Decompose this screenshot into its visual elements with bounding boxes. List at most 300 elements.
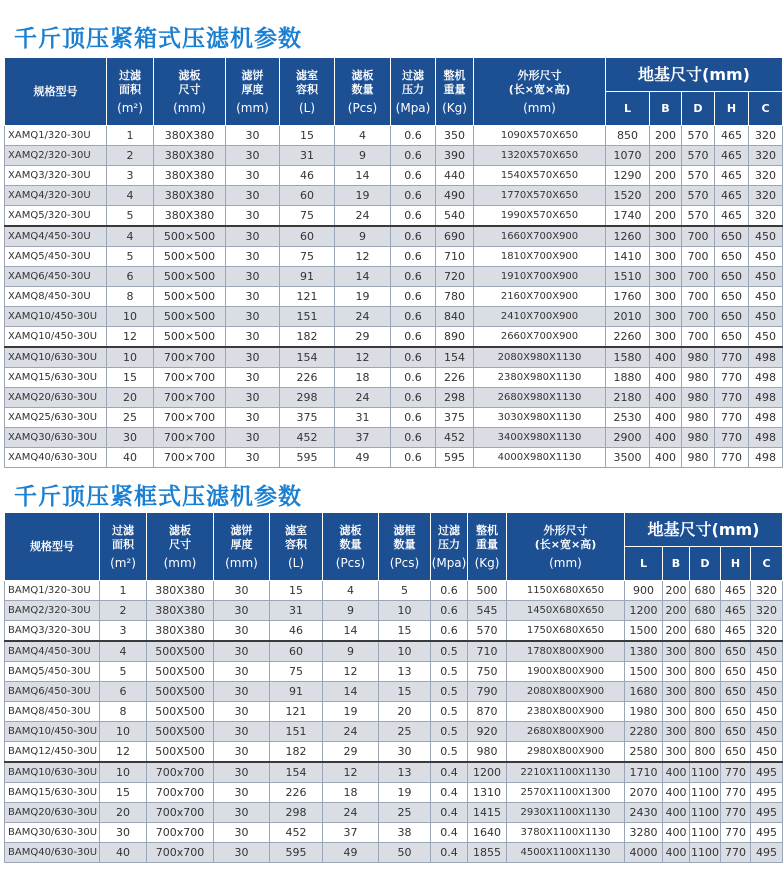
weight-cell: 980 — [468, 742, 507, 763]
cake-thickness-cell: 30 — [226, 206, 280, 227]
pressure-cell: 0.5 — [431, 702, 468, 722]
pressure-cell: 0.5 — [431, 682, 468, 702]
model-cell: BAMQ1/320-30U — [5, 581, 100, 601]
pressure-cell: 0.6 — [391, 287, 436, 307]
cake-thickness-cell: 30 — [214, 621, 270, 642]
plate-size-cell: 700×700 — [154, 388, 226, 408]
pressure-cell: 0.6 — [391, 408, 436, 428]
header-foundation-c: C — [751, 547, 783, 581]
cake-thickness-cell: 30 — [226, 247, 280, 267]
pressure-cell: 0.4 — [431, 803, 468, 823]
model-cell: XAMQ5/320-30U — [5, 206, 107, 227]
foundation-l-cell: 900 — [625, 581, 663, 601]
area-cell: 10 — [107, 307, 154, 327]
foundation-d-cell: 800 — [690, 682, 721, 702]
area-cell: 20 — [100, 803, 147, 823]
cake-thickness-cell: 30 — [214, 662, 270, 682]
chamber-volume-cell: 31 — [280, 146, 335, 166]
chamber-volume-cell: 121 — [270, 702, 323, 722]
plate-size-cell: 500×500 — [154, 327, 226, 348]
chamber-volume-cell: 298 — [280, 388, 335, 408]
plate-count-cell: 14 — [335, 267, 391, 287]
foundation-c-cell: 498 — [749, 368, 783, 388]
foundation-l-cell: 1200 — [625, 601, 663, 621]
header-foundation-size: 地基尺寸(mm) — [625, 513, 783, 547]
pressure-cell: 0.6 — [391, 186, 436, 206]
foundation-h-cell: 770 — [715, 388, 749, 408]
model-cell: XAMQ10/450-30U — [5, 327, 107, 348]
foundation-h-cell: 650 — [721, 702, 751, 722]
foundation-l-cell: 1680 — [625, 682, 663, 702]
header-foundation-b: B — [663, 547, 690, 581]
header-foundation-c: C — [749, 92, 783, 126]
table-row — [5, 742, 783, 763]
foundation-c-cell: 498 — [749, 388, 783, 408]
model-cell: XAMQ6/450-30U — [5, 267, 107, 287]
outline-cell: 2410X700X900 — [474, 307, 606, 327]
frame-count-cell: 15 — [379, 682, 431, 702]
foundation-c-cell: 450 — [749, 307, 783, 327]
weight-cell: 226 — [436, 368, 474, 388]
chamber-volume-cell: 121 — [280, 287, 335, 307]
pressure-cell: 0.6 — [391, 327, 436, 348]
cake-thickness-cell: 30 — [226, 267, 280, 287]
plate-size-cell: 380X380 — [154, 206, 226, 227]
plate-count-cell: 18 — [335, 368, 391, 388]
foundation-l-cell: 2070 — [625, 783, 663, 803]
foundation-h-cell: 465 — [721, 581, 751, 601]
plate-count-cell: 12 — [323, 762, 379, 783]
foundation-b-cell: 200 — [663, 621, 690, 642]
frame-count-cell: 20 — [379, 702, 431, 722]
foundation-b-cell: 300 — [663, 662, 690, 682]
foundation-d-cell: 680 — [690, 621, 721, 642]
cake-thickness-cell: 30 — [214, 702, 270, 722]
chamber-volume-cell: 75 — [270, 662, 323, 682]
weight-cell: 1415 — [468, 803, 507, 823]
outline-cell: 2210X1100X1130 — [507, 762, 625, 783]
cake-thickness-cell: 30 — [226, 408, 280, 428]
header-chamber-volume: 滤室 容积 (L) — [270, 513, 323, 581]
area-cell: 4 — [107, 186, 154, 206]
foundation-l-cell: 3500 — [606, 448, 650, 468]
pressure-cell: 0.6 — [431, 581, 468, 601]
model-cell: XAMQ1/320-30U — [5, 126, 107, 146]
foundation-b-cell: 400 — [650, 368, 682, 388]
outline-cell: 3030X980X1130 — [474, 408, 606, 428]
model-cell: BAMQ5/450-30U — [5, 662, 100, 682]
foundation-l-cell: 1380 — [625, 641, 663, 662]
foundation-d-cell: 1100 — [690, 803, 721, 823]
foundation-d-cell: 980 — [682, 448, 715, 468]
outline-cell: 2680X980X1130 — [474, 388, 606, 408]
foundation-l-cell: 2530 — [606, 408, 650, 428]
table-row — [5, 803, 783, 823]
plate-count-cell: 24 — [335, 307, 391, 327]
model-cell: XAMQ40/630-30U — [5, 448, 107, 468]
foundation-h-cell: 770 — [721, 843, 751, 863]
area-cell: 30 — [100, 823, 147, 843]
model-cell: BAMQ10/630-30U — [5, 762, 100, 783]
foundation-c-cell: 495 — [751, 803, 783, 823]
frame-count-cell: 25 — [379, 803, 431, 823]
frame-count-cell: 15 — [379, 621, 431, 642]
plate-count-cell: 19 — [335, 287, 391, 307]
foundation-d-cell: 800 — [690, 641, 721, 662]
frame-count-cell: 10 — [379, 641, 431, 662]
plate-size-cell: 700×700 — [154, 368, 226, 388]
model-cell: BAMQ10/450-30U — [5, 722, 100, 742]
weight-cell: 720 — [436, 267, 474, 287]
pressure-cell: 0.6 — [391, 448, 436, 468]
weight-cell: 1310 — [468, 783, 507, 803]
foundation-c-cell: 495 — [751, 843, 783, 863]
weight-cell: 840 — [436, 307, 474, 327]
area-cell: 8 — [100, 702, 147, 722]
plate-size-cell: 500×500 — [154, 307, 226, 327]
foundation-c-cell: 320 — [751, 601, 783, 621]
area-cell: 2 — [107, 146, 154, 166]
table-row — [5, 206, 783, 227]
header-machine-weight: 整机 重量 (Kg) — [468, 513, 507, 581]
foundation-h-cell: 465 — [721, 601, 751, 621]
plate-count-cell: 12 — [335, 347, 391, 368]
foundation-b-cell: 400 — [663, 843, 690, 863]
chamber-volume-cell: 75 — [280, 247, 335, 267]
plate-size-cell: 500X500 — [147, 722, 214, 742]
chamber-volume-cell: 154 — [280, 347, 335, 368]
model-cell: BAMQ8/450-30U — [5, 702, 100, 722]
frame-count-cell: 19 — [379, 783, 431, 803]
chamber-volume-cell: 182 — [280, 327, 335, 348]
foundation-l-cell: 1880 — [606, 368, 650, 388]
cake-thickness-cell: 30 — [214, 581, 270, 601]
foundation-d-cell: 680 — [690, 581, 721, 601]
pressure-cell: 0.5 — [431, 641, 468, 662]
pressure-cell: 0.6 — [391, 146, 436, 166]
foundation-d-cell: 800 — [690, 702, 721, 722]
cake-thickness-cell: 30 — [214, 762, 270, 783]
plate-size-cell: 500×500 — [154, 247, 226, 267]
outline-cell: 2380X980X1130 — [474, 368, 606, 388]
table-row — [5, 448, 783, 468]
plate-count-cell: 24 — [323, 722, 379, 742]
chamber-volume-cell: 46 — [270, 621, 323, 642]
foundation-c-cell: 498 — [749, 408, 783, 428]
foundation-l-cell: 4000 — [625, 843, 663, 863]
foundation-b-cell: 200 — [650, 186, 682, 206]
plate-size-cell: 700×700 — [154, 408, 226, 428]
outline-cell: 2160X700X900 — [474, 287, 606, 307]
area-cell: 5 — [100, 662, 147, 682]
foundation-c-cell: 450 — [749, 247, 783, 267]
foundation-l-cell: 2280 — [625, 722, 663, 742]
foundation-d-cell: 980 — [682, 368, 715, 388]
foundation-c-cell: 450 — [749, 226, 783, 247]
plate-size-cell: 500X500 — [147, 702, 214, 722]
foundation-c-cell: 450 — [751, 662, 783, 682]
chamber-volume-cell: 226 — [280, 368, 335, 388]
weight-cell: 390 — [436, 146, 474, 166]
cake-thickness-cell: 30 — [226, 166, 280, 186]
frame-count-cell: 10 — [379, 601, 431, 621]
foundation-c-cell: 450 — [749, 267, 783, 287]
pressure-cell: 0.6 — [391, 388, 436, 408]
outline-cell: 1990X570X650 — [474, 206, 606, 227]
frame-count-cell: 30 — [379, 742, 431, 763]
foundation-h-cell: 770 — [721, 783, 751, 803]
table-row — [5, 581, 783, 601]
area-cell: 5 — [107, 247, 154, 267]
chamber-volume-cell: 226 — [270, 783, 323, 803]
header-machine-weight: 整机 重量 (Kg) — [436, 58, 474, 126]
plate-count-cell: 29 — [335, 327, 391, 348]
plate-size-cell: 500×500 — [154, 267, 226, 287]
foundation-h-cell: 465 — [715, 206, 749, 227]
foundation-b-cell: 400 — [650, 408, 682, 428]
model-cell: XAMQ8/450-30U — [5, 287, 107, 307]
chamber-volume-cell: 452 — [280, 428, 335, 448]
outline-cell: 2660X700X900 — [474, 327, 606, 348]
area-cell: 40 — [107, 448, 154, 468]
foundation-l-cell: 1260 — [606, 226, 650, 247]
chamber-volume-cell: 151 — [270, 722, 323, 742]
plate-size-cell: 500X500 — [147, 742, 214, 763]
foundation-b-cell: 300 — [650, 267, 682, 287]
pressure-cell: 0.6 — [391, 166, 436, 186]
table-row — [5, 823, 783, 843]
pressure-cell: 0.6 — [391, 206, 436, 227]
chamber-volume-cell: 154 — [270, 762, 323, 783]
header-filter-pressure: 过滤 压力 (Mpa) — [391, 58, 436, 126]
foundation-d-cell: 800 — [690, 662, 721, 682]
foundation-c-cell: 320 — [749, 126, 783, 146]
frame-count-cell: 5 — [379, 581, 431, 601]
plate-count-cell: 24 — [323, 803, 379, 823]
header-plate-count: 滤板 数量 (Pcs) — [323, 513, 379, 581]
pressure-cell: 0.6 — [391, 247, 436, 267]
model-cell: XAMQ4/320-30U — [5, 186, 107, 206]
plate-size-cell: 700x700 — [147, 803, 214, 823]
foundation-b-cell: 400 — [650, 347, 682, 368]
plate-size-cell: 380X380 — [154, 186, 226, 206]
table-row — [5, 327, 783, 348]
area-cell: 25 — [107, 408, 154, 428]
header-filter-area: 过滤 面积 (m²) — [100, 513, 147, 581]
foundation-h-cell: 770 — [721, 762, 751, 783]
area-cell: 5 — [107, 206, 154, 227]
area-cell: 3 — [107, 166, 154, 186]
outline-cell: 1540X570X650 — [474, 166, 606, 186]
cake-thickness-cell: 30 — [226, 307, 280, 327]
foundation-c-cell: 450 — [749, 327, 783, 348]
foundation-c-cell: 320 — [751, 581, 783, 601]
area-cell: 10 — [107, 347, 154, 368]
plate-count-cell: 24 — [335, 206, 391, 227]
foundation-c-cell: 320 — [749, 206, 783, 227]
foundation-c-cell: 495 — [751, 762, 783, 783]
outline-cell: 2930X1100X1130 — [507, 803, 625, 823]
table-row — [5, 307, 783, 327]
foundation-b-cell: 200 — [650, 206, 682, 227]
header-model: 规格型号 — [5, 58, 107, 126]
cake-thickness-cell: 30 — [226, 126, 280, 146]
area-cell: 20 — [107, 388, 154, 408]
model-cell: BAMQ20/630-30U — [5, 803, 100, 823]
plate-count-cell: 9 — [323, 641, 379, 662]
plate-size-cell: 380X380 — [147, 621, 214, 642]
foundation-l-cell: 1760 — [606, 287, 650, 307]
foundation-l-cell: 1710 — [625, 762, 663, 783]
model-cell: BAMQ12/450-30U — [5, 742, 100, 763]
foundation-c-cell: 498 — [749, 448, 783, 468]
foundation-b-cell: 400 — [650, 388, 682, 408]
foundation-h-cell: 770 — [715, 408, 749, 428]
plate-size-cell: 700×700 — [154, 428, 226, 448]
weight-cell: 1640 — [468, 823, 507, 843]
model-cell: BAMQ6/450-30U — [5, 682, 100, 702]
foundation-d-cell: 1100 — [690, 823, 721, 843]
plate-count-cell: 4 — [323, 581, 379, 601]
table-row — [5, 267, 783, 287]
foundation-l-cell: 1410 — [606, 247, 650, 267]
foundation-h-cell: 770 — [715, 368, 749, 388]
model-cell: XAMQ15/630-30U — [5, 368, 107, 388]
outline-cell: 1090X570X650 — [474, 126, 606, 146]
pressure-cell: 0.6 — [391, 428, 436, 448]
plate-size-cell: 380X380 — [154, 166, 226, 186]
foundation-b-cell: 400 — [663, 783, 690, 803]
plate-size-cell: 500×500 — [154, 226, 226, 247]
header-foundation-size: 地基尺寸(mm) — [606, 58, 783, 92]
table-row — [5, 368, 783, 388]
foundation-h-cell: 465 — [715, 126, 749, 146]
foundation-b-cell: 300 — [650, 247, 682, 267]
header-outline-dimensions: 外形尺寸 (长×宽×高) (mm) — [474, 58, 606, 126]
header-plate-size: 滤板 尺寸 (mm) — [147, 513, 214, 581]
frame-count-cell: 38 — [379, 823, 431, 843]
foundation-b-cell: 300 — [650, 287, 682, 307]
cake-thickness-cell: 30 — [214, 803, 270, 823]
frame-count-cell: 13 — [379, 662, 431, 682]
plate-size-cell: 700x700 — [147, 762, 214, 783]
foundation-h-cell: 650 — [721, 641, 751, 662]
outline-cell: 2570X1100X1300 — [507, 783, 625, 803]
weight-cell: 570 — [468, 621, 507, 642]
chamber-volume-cell: 375 — [280, 408, 335, 428]
area-cell: 10 — [100, 722, 147, 742]
foundation-l-cell: 3280 — [625, 823, 663, 843]
pressure-cell: 0.6 — [431, 601, 468, 621]
foundation-c-cell: 450 — [751, 682, 783, 702]
foundation-l-cell: 1980 — [625, 702, 663, 722]
area-cell: 3 — [100, 621, 147, 642]
model-cell: BAMQ15/630-30U — [5, 783, 100, 803]
plate-count-cell: 49 — [323, 843, 379, 863]
weight-cell: 540 — [436, 206, 474, 227]
plate-size-cell: 700×700 — [154, 347, 226, 368]
outline-cell: 1320X570X650 — [474, 146, 606, 166]
frame-press-title: 千斤顶压紧框式压滤机参数 — [14, 484, 302, 510]
pressure-cell: 0.6 — [391, 267, 436, 287]
chamber-volume-cell: 595 — [280, 448, 335, 468]
model-cell: BAMQ40/630-30U — [5, 843, 100, 863]
header-filter-area: 过滤 面积 (m²) — [107, 58, 154, 126]
area-cell: 15 — [107, 368, 154, 388]
plate-count-cell: 29 — [323, 742, 379, 763]
header-cake-thickness: 滤饼 厚度 (mm) — [214, 513, 270, 581]
table-row — [5, 722, 783, 742]
foundation-c-cell: 450 — [751, 702, 783, 722]
area-cell: 40 — [100, 843, 147, 863]
chamber-volume-cell: 75 — [280, 206, 335, 227]
foundation-d-cell: 700 — [682, 267, 715, 287]
header-model: 规格型号 — [5, 513, 100, 581]
cake-thickness-cell: 30 — [226, 428, 280, 448]
chamber-volume-cell: 60 — [270, 641, 323, 662]
foundation-h-cell: 770 — [715, 428, 749, 448]
header-foundation-h: H — [715, 92, 749, 126]
outline-cell: 2380X800X900 — [507, 702, 625, 722]
pressure-cell: 0.4 — [431, 843, 468, 863]
foundation-d-cell: 980 — [682, 428, 715, 448]
foundation-c-cell: 450 — [751, 722, 783, 742]
foundation-h-cell: 465 — [715, 186, 749, 206]
foundation-b-cell: 400 — [650, 448, 682, 468]
foundation-l-cell: 2260 — [606, 327, 650, 348]
foundation-h-cell: 650 — [715, 226, 749, 247]
weight-cell: 890 — [436, 327, 474, 348]
foundation-h-cell: 650 — [721, 722, 751, 742]
foundation-b-cell: 200 — [650, 126, 682, 146]
cake-thickness-cell: 30 — [214, 823, 270, 843]
foundation-c-cell: 320 — [751, 621, 783, 642]
foundation-l-cell: 2010 — [606, 307, 650, 327]
cake-thickness-cell: 30 — [226, 327, 280, 348]
plate-count-cell: 9 — [323, 601, 379, 621]
weight-cell: 780 — [436, 287, 474, 307]
foundation-l-cell: 1070 — [606, 146, 650, 166]
plate-count-cell: 14 — [323, 621, 379, 642]
outline-cell: 3400X980X1130 — [474, 428, 606, 448]
foundation-l-cell: 1500 — [625, 662, 663, 682]
cake-thickness-cell: 30 — [226, 226, 280, 247]
table-row — [5, 287, 783, 307]
chamber-volume-cell: 298 — [270, 803, 323, 823]
foundation-d-cell: 570 — [682, 206, 715, 227]
chamber-volume-cell: 91 — [280, 267, 335, 287]
foundation-l-cell: 1510 — [606, 267, 650, 287]
plate-size-cell: 500X500 — [147, 682, 214, 702]
weight-cell: 490 — [436, 186, 474, 206]
foundation-l-cell: 1520 — [606, 186, 650, 206]
header-plate-size: 滤板 尺寸 (mm) — [154, 58, 226, 126]
cake-thickness-cell: 30 — [226, 347, 280, 368]
weight-cell: 690 — [436, 226, 474, 247]
foundation-h-cell: 650 — [721, 682, 751, 702]
outline-cell: 2080X800X900 — [507, 682, 625, 702]
foundation-c-cell: 498 — [749, 428, 783, 448]
plate-count-cell: 49 — [335, 448, 391, 468]
chamber-volume-cell: 15 — [270, 581, 323, 601]
area-cell: 1 — [100, 581, 147, 601]
foundation-b-cell: 400 — [663, 762, 690, 783]
plate-count-cell: 19 — [335, 186, 391, 206]
area-cell: 30 — [107, 428, 154, 448]
plate-size-cell: 700x700 — [147, 843, 214, 863]
cake-thickness-cell: 30 — [226, 146, 280, 166]
chamber-volume-cell: 452 — [270, 823, 323, 843]
